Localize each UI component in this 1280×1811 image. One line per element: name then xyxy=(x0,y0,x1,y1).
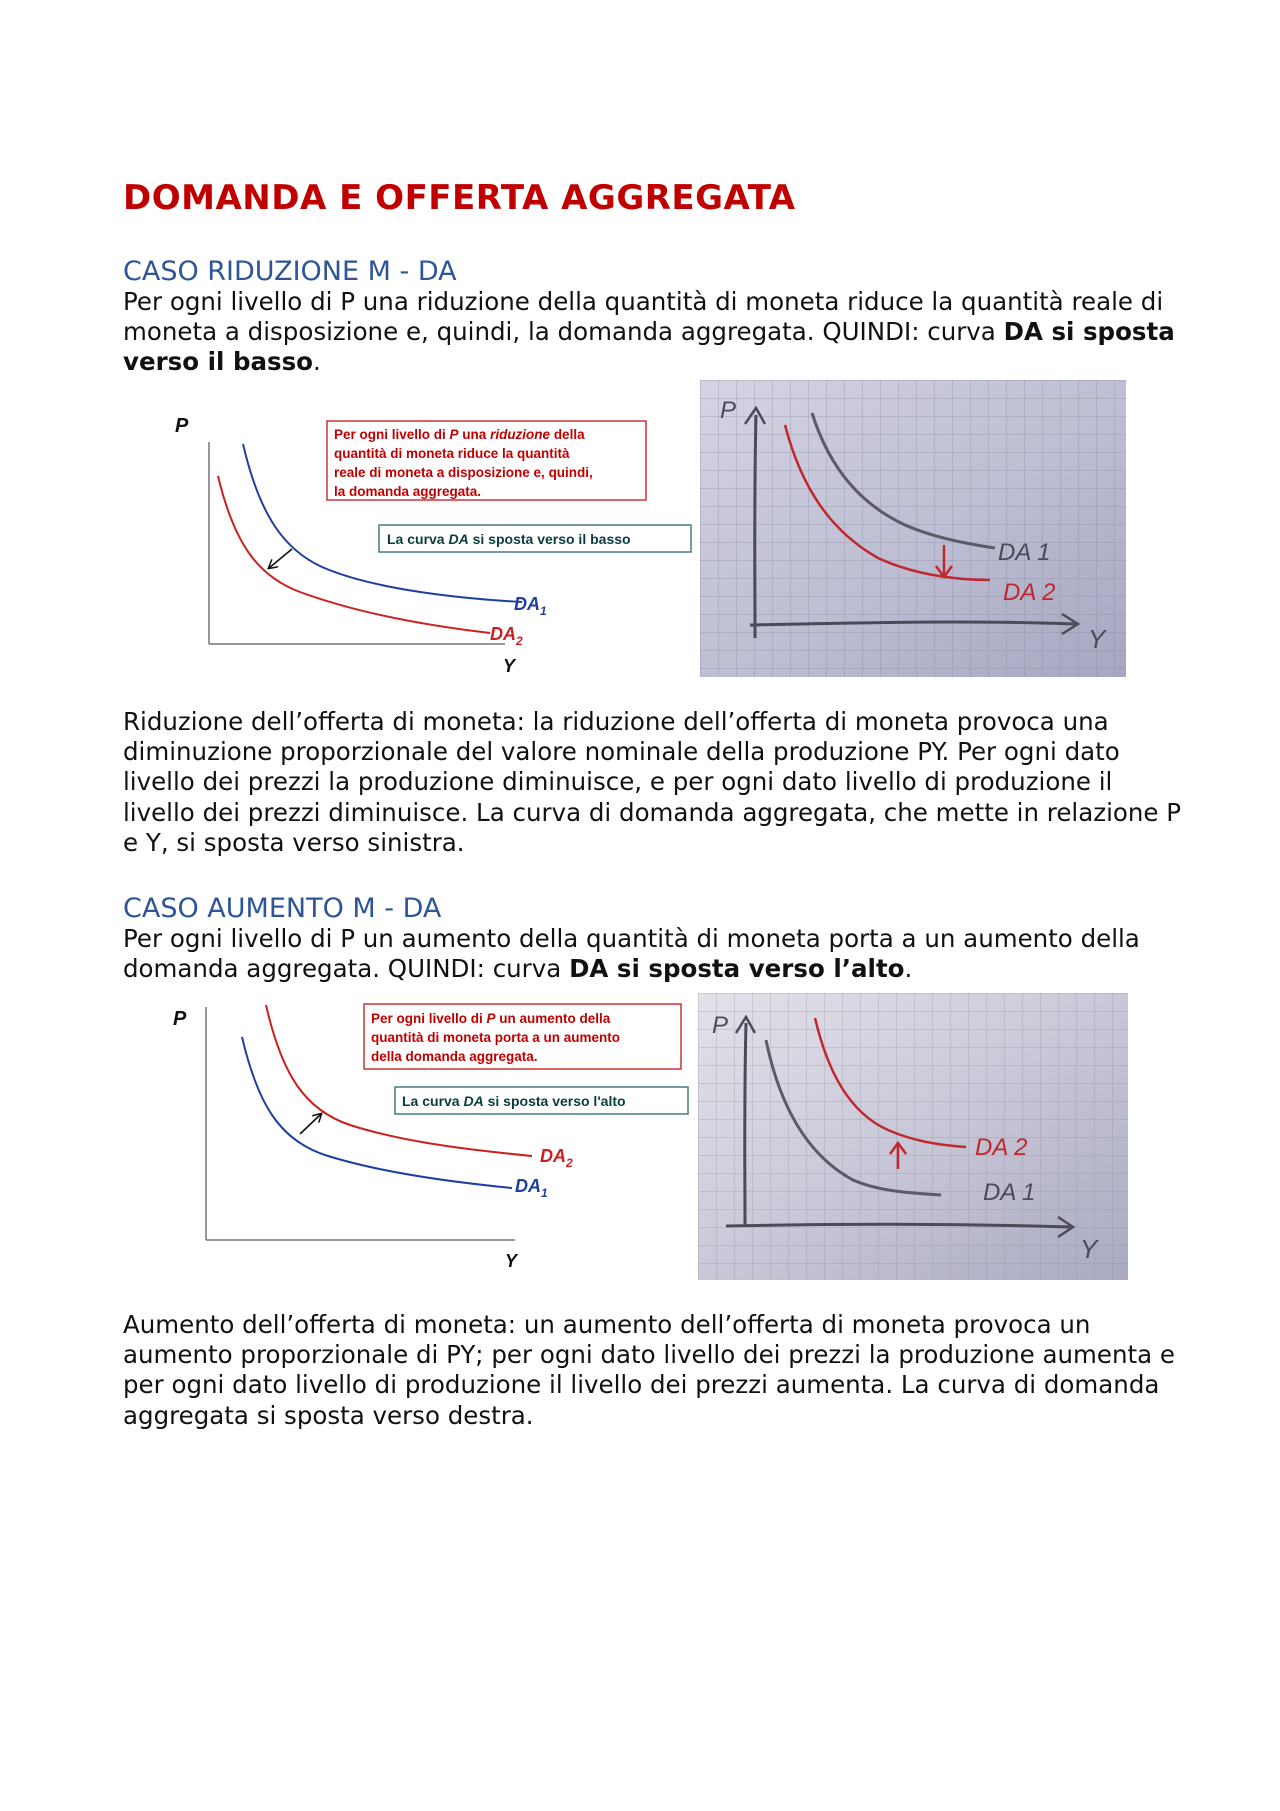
label-da1: $DA_1$ xyxy=(515,1176,548,1200)
aumento-intro-end: . xyxy=(904,954,913,984)
callout-teal-text: La curva DA si sposta verso l'alto xyxy=(402,1093,626,1109)
section-heading-riduzione: CASO RIDUZIONE M - DA xyxy=(123,256,457,287)
hand-y-axis xyxy=(755,415,756,638)
section-heading-aumento: CASO AUMENTO M - DA xyxy=(123,893,442,924)
riduzione-photo xyxy=(700,380,1126,677)
callout-teal-text: La curva DA si sposta verso il basso xyxy=(387,531,631,547)
aumento-intro xyxy=(123,924,1183,984)
riduzione-diagram xyxy=(160,402,700,677)
aumento-intro-text: Per ogni livello di P un aumento della quantità di moneta porta a un aumento della domanda aggregata. QUINDI: curva xyxy=(123,924,1140,984)
callout-red-line4: la domanda aggregata. xyxy=(334,484,482,499)
hand-y-axis xyxy=(745,1023,746,1226)
hand-y-label: Y xyxy=(1080,1234,1098,1264)
riduzione-intro-bold: DA si sposta verso il basso xyxy=(123,317,1175,377)
y-axis-label: Y xyxy=(505,1251,518,1271)
hand-p-label: P xyxy=(712,1012,729,1039)
aumento-explanation: Aumento dell’offerta di moneta: un aumento dell’offerta di moneta provoca un aumento proporzionale di PY; per ogni dato livello dei prezzi la produzione aumenta e per ogni dato livello di produzione il livello dei prezzi aumenta. La curva di domanda aggregata si sposta verso destra. xyxy=(123,1310,1176,1430)
hand-da2-label: DA 2 xyxy=(1003,579,1056,606)
aumento-diagram xyxy=(160,995,700,1275)
page-title: DOMANDA E OFFERTA AGGREGATA xyxy=(123,178,796,218)
callout-red-line1: Per ogni livello di P una riduzione della xyxy=(334,427,585,442)
p-axis-label: P xyxy=(175,415,189,437)
riduzione-intro xyxy=(123,287,1183,378)
aumento-photo xyxy=(698,993,1128,1280)
hand-da2-label: DA 2 xyxy=(975,1134,1028,1161)
hand-y-label: Y xyxy=(1088,624,1106,654)
shift-arrow xyxy=(269,549,292,568)
hand-da1-label: DA 1 xyxy=(983,1179,1036,1206)
callout-red-line3: reale di moneta a disposizione e, quindi, xyxy=(334,465,593,480)
riduzione-intro-end: . xyxy=(313,347,321,377)
hand-da1-label: DA 1 xyxy=(998,539,1051,566)
p-axis-label: P xyxy=(173,1008,187,1030)
hand-p-label: P xyxy=(720,397,737,424)
aumento-intro-bold: DA si sposta verso l’alto xyxy=(569,954,905,984)
callout-red-line1: Per ogni livello di P un aumento della xyxy=(371,1011,611,1026)
label-da2: $DA_2$ xyxy=(540,1146,573,1170)
shift-arrow xyxy=(300,1114,321,1134)
paper-grid xyxy=(698,993,1128,1280)
y-axis-label: Y xyxy=(503,656,516,676)
riduzione-explanation: Riduzione dell’offerta di moneta: la riduzione dell’offerta di moneta provoca una diminuzione proporzionale del valore nominale della produzione PY. Per ogni dato livello dei prezzi la produzione diminuisce, e per ogni dato livello di produzione il livello dei prezzi diminuisce. La curva di domanda aggregata, che mette in relazione P e Y, si sposta verso sinistra. xyxy=(123,707,1182,857)
callout-red-line3: della domanda aggregata. xyxy=(371,1049,538,1064)
label-da2: $DA_2$ xyxy=(490,624,523,648)
riduzione-intro-text: Per ogni livello di P una riduzione della quantità di moneta riduce la quantità reale di moneta a disposizione e, quindi, la domanda aggregata. QUINDI: curva xyxy=(123,287,1164,347)
callout-red-line2: quantità di moneta porta a un aumento xyxy=(371,1030,621,1045)
callout-red-line2: quantità di moneta riduce la quantità xyxy=(334,446,570,461)
label-da1: $DA_1$ xyxy=(514,594,547,618)
